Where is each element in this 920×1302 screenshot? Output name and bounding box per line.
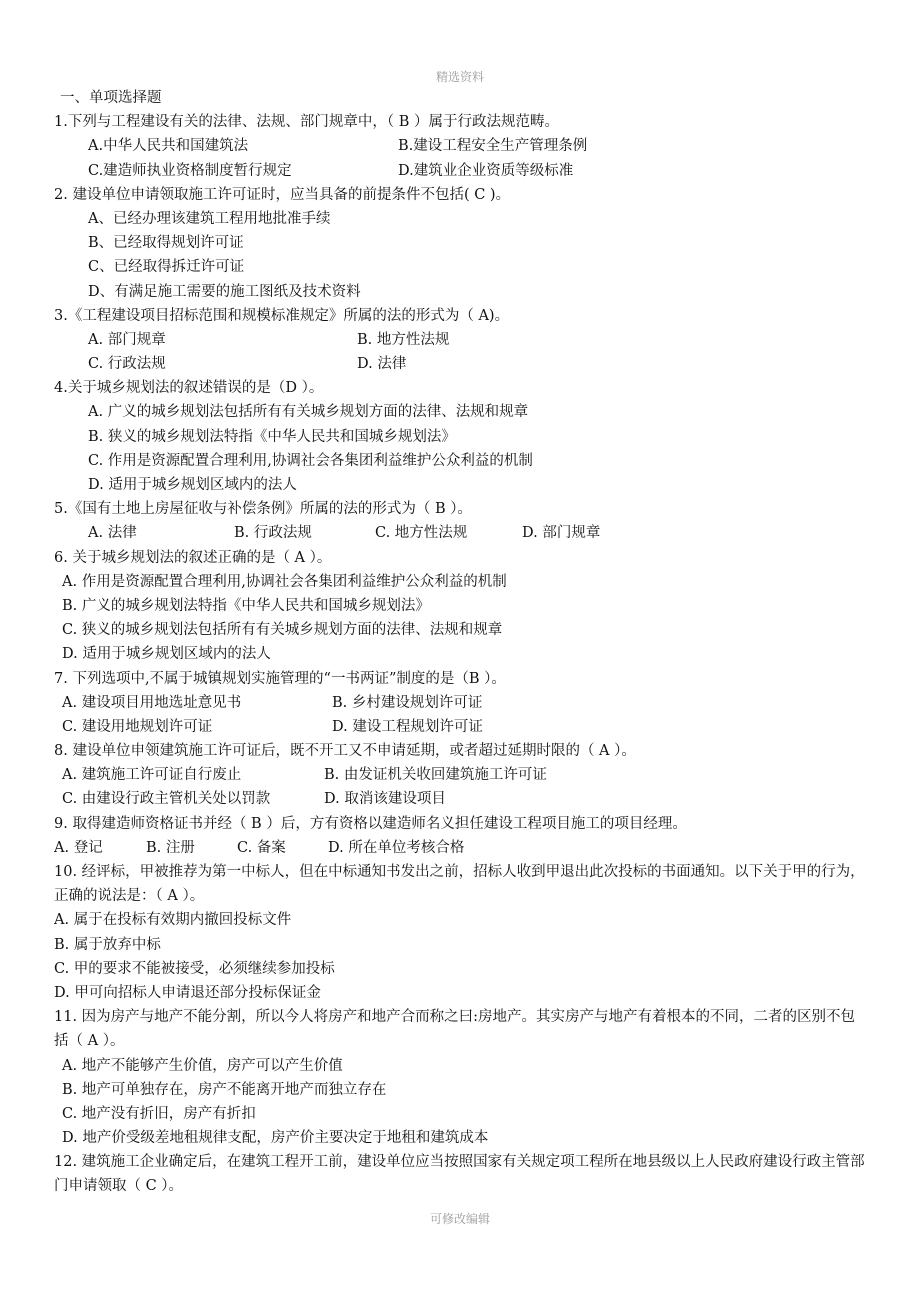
option-b: B. 行政法规	[234, 525, 312, 542]
question-list	[54, 86, 866, 1199]
option-c: C. 建设用地规划许可证	[62, 718, 213, 735]
option-b: B.建设工程安全生产管理条例	[398, 138, 588, 155]
option-a: A. 建设项目用地选址意见书	[62, 694, 242, 711]
option-d: D. 法律	[357, 356, 407, 373]
question-4-stem: 4.关于城乡规划法的叙述错误的是（D ）。	[54, 380, 324, 397]
option-a: A. 属于在投标有效期内撤回投标文件	[54, 912, 292, 929]
question-5-options	[54, 521, 866, 545]
option-b: B. 属于放弃中标	[54, 936, 161, 953]
section-title: 一、单项选择题	[60, 90, 162, 106]
question-3-stem: 3.《工程建设项目招标范围和规模标准规定》所属的法的形式为（ A)。	[54, 307, 510, 324]
option-b: B. 广义的城乡规划法特指《中华人民共和国城乡规划法》	[62, 597, 430, 614]
question-8-options-row2	[54, 787, 866, 811]
question-9-options	[54, 836, 866, 860]
page-header: 精选资料	[435, 70, 484, 84]
option-d: D.建筑业企业资质等级标准	[398, 162, 574, 179]
option-c: C、已经取得拆迁许可证	[88, 259, 245, 276]
option-d: D. 适用于城乡规划区域内的法人	[62, 646, 271, 663]
question-9-stem: 9. 取得建造师资格证书并经（ B ）后，方有资格以建造师名义担任建设工程项目施工的项目经理。	[54, 815, 687, 832]
option-d: D. 部门规章	[522, 525, 601, 542]
option-b: B. 注册	[146, 839, 195, 856]
question-1-options-row1	[54, 134, 866, 158]
option-b: B. 乡村建设规划许可证	[332, 694, 483, 711]
option-a: A. 登记	[54, 839, 103, 856]
question-2-stem: 2. 建设单位申请领取施工许可证时，应当具备的前提条件不包括( C )。	[54, 186, 511, 203]
option-b: B、已经取得规划许可证	[88, 235, 244, 252]
question-7-stem: 7. 下列选项中,不属于城镇规划实施管理的“一书两证”制度的是（B ）。	[54, 670, 506, 687]
option-c: C. 地方性法规	[375, 525, 468, 542]
option-c: C. 作用是资源配置合理利用,协调社会各集团利益维护公众利益的机制	[88, 452, 533, 469]
option-a: A. 建筑施工许可证自行废止	[62, 767, 242, 784]
option-d: D. 适用于城乡规划区域内的法人	[88, 477, 297, 493]
option-a: A. 法律	[88, 525, 137, 542]
option-c: C.建造师执业资格制度暂行规定	[88, 162, 292, 179]
question-3-options-row1	[54, 328, 866, 352]
option-c: C. 地产没有折旧，房产有折扣	[62, 1105, 256, 1122]
option-a: A、已经办理该建筑工程用地批准手续	[88, 210, 331, 227]
option-b: B. 狭义的城乡规划法特指《中华人民共和国城乡规划法》	[88, 428, 456, 445]
question-8-stem: 8. 建设单位申领建筑施工许可证后，既不开工又不申请延期，或者超过延期时限的（ A ）。	[54, 743, 636, 760]
question-5-stem: 5.《国有土地上房屋征收与补偿条例》所属的法的形式为（ B ）。	[54, 501, 472, 518]
question-7-options-row2	[54, 715, 866, 739]
option-a: A. 部门规章	[88, 331, 166, 348]
question-1-options-row2	[54, 159, 866, 183]
option-d: D. 地产价受级差地租规律支配，房产价主要决定于地租和建筑成本	[62, 1130, 489, 1147]
option-c: C. 备案	[237, 839, 286, 856]
question-12-stem: 12. 建筑施工企业确定后，在建筑工程开工前，建设单位应当按照国家有关规定项工程所在地县级以上人民政府建设行政主管部门申请领取（ C ）。	[54, 1154, 865, 1195]
option-c: C. 甲的要求不能被接受，必须继续参加投标	[54, 960, 335, 977]
option-c: C. 狭义的城乡规划法包括所有有关城乡规划方面的法律、法规和规章	[62, 622, 503, 639]
option-d: D. 甲可向招标人申请退还部分投标保证金	[54, 984, 321, 1001]
question-8-options-row1	[54, 763, 866, 787]
option-b: B. 由发证机关收回建筑施工许可证	[324, 767, 547, 784]
option-b: B. 地产可单独存在，房产不能离开地产而独立存在	[62, 1081, 387, 1098]
option-d: D. 所在单位考核合格	[328, 839, 465, 856]
option-d: D. 取消该建设项目	[324, 791, 446, 808]
question-11-stem: 11. 因为房产与地产不能分割，所以今人将房产和地产合而称之曰:房地产。其实房产与地产有着根本的不同，二者的区别不包括（ A ）。	[54, 1009, 856, 1050]
question-1-stem: 1.下列与工程建设有关的法律、法规、部门规章中，（ B ）属于行政法规范畴。	[54, 114, 559, 131]
question-7-options-row1	[54, 691, 866, 715]
question-3-options-row2	[54, 352, 866, 376]
option-a: A. 作用是资源配置合理利用,协调社会各集团利益维护公众利益的机制	[62, 573, 507, 590]
page-footer: 可修改编辑	[429, 1212, 490, 1226]
option-a: A.中华人民共和国建筑法	[88, 138, 249, 155]
option-a: A. 广义的城乡规划法包括所有有关城乡规划方面的法律、法规和规章	[88, 404, 529, 421]
question-10-stem: 10. 经评标，甲被推荐为第一中标人，但在中标通知书发出之前，招标人收到甲退出此次投标的书面通知。以下关于甲的行为，正确的说法是：（ A ）。	[54, 864, 865, 905]
option-a: A. 地产不能够产生价值，房产可以产生价值	[62, 1057, 343, 1074]
question-6-stem: 6. 关于城乡规划法的叙述正确的是（ A ）。	[54, 549, 332, 566]
option-d: D、有满足施工需要的施工图纸及技术资料	[88, 283, 361, 300]
option-c: C. 行政法规	[88, 356, 166, 373]
option-b: B. 地方性法规	[357, 331, 450, 348]
option-d: D. 建设工程规划许可证	[332, 718, 483, 735]
option-c: C. 由建设行政主管机关处以罚款	[62, 791, 271, 808]
